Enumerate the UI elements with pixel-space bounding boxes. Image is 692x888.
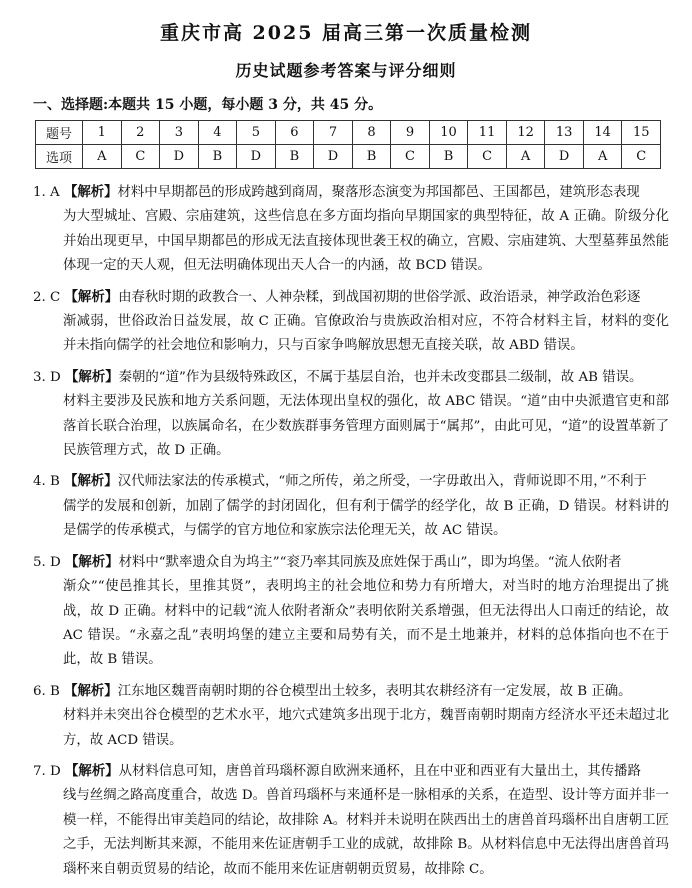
question-number: 10 <box>429 121 468 145</box>
explanation-item <box>33 469 669 543</box>
document-title: 重庆市高 2025 届高三第一次质量检测 <box>159 22 533 44</box>
row-label-answer: 选项 <box>36 145 83 169</box>
explanation-item <box>33 285 669 359</box>
row-label-number: 题号 <box>36 121 83 145</box>
question-number: 5 <box>237 121 276 145</box>
question-number: 11 <box>468 121 507 145</box>
answer-option: A <box>83 145 122 169</box>
explanation-first-line: 秦朝的“道”作为县级特殊政区，不属于基层自治，也并未改变郡县二级制，故 AB 错误。 <box>118 369 643 385</box>
explanation-list <box>33 180 669 888</box>
explanation-item <box>33 365 669 464</box>
explanation-text: 渐减弱，世俗政治日益发展，故 C 正确。官僚政治与贵族政治相对应，不符合材料主旨，材料的变化并未指向儒学的社会地位和影响力，只与百家争鸣解放思想无直接关联，故 ABD 错误。 <box>63 314 669 354</box>
analysis-tag: 【解析】 <box>65 553 119 570</box>
item-number: 7. D <box>33 763 61 779</box>
answer-table <box>35 120 661 169</box>
analysis-tag: 【解析】 <box>64 473 118 490</box>
answer-option: A <box>506 145 545 169</box>
answer-option: C <box>121 145 160 169</box>
analysis-tag: 【解析】 <box>64 288 119 305</box>
explanation-text: 材料主要涉及民族和地方关系问题，无法体现出皇权的强化，故 ABC 错误。“道”由中央派遣官吏和部落首长联合治理，以族属命名，在少数族群事务管理方面则属于“属邦”，由此可见，“道”的设置革新了民族管理方式，故 D 正确。 <box>63 394 669 459</box>
answer-option: A <box>583 145 622 169</box>
explanation-first-line: 材料中“默率遗众自为坞主”“衮乃率其同族及庶姓保于禹山”，即为坞堡。“流人依附者 <box>118 554 622 570</box>
explanation-first-line: 材料中早期都邑的形成跨越到商周，聚落形态演变为邦国都邑、王国都邑，建筑形态表现 <box>117 185 640 200</box>
question-number: 12 <box>506 121 545 145</box>
explanation-text: 儒学的发展和创新，加剧了儒学的封闭固化，但有利于儒学的经学化，故 B 正确，D 错误。材料讲的是儒学的传承模式，与儒学的官方地位和家族宗法伦理无关，故 AC 错误。 <box>63 498 669 539</box>
item-number: 5. D <box>33 554 61 570</box>
explanation-item <box>33 679 669 753</box>
answer-option: B <box>198 145 237 169</box>
explanation-text: 渐众”“使邑推其长，里推其贤”，表明坞主的社会地位和势力有所增大，对当时的地方治理提出了挑战，故 D 正确。材料中的记载“流人依附者渐众”表明依附关系增强，但无法得出人口南迁的结论，故 AC 错误。“永嘉之乱”表明坞堡的建立主要和局势有关，而不是土地兼并，材料的总体指向也不在于此，故 B 错误。 <box>63 579 669 668</box>
question-number: 2 <box>121 121 160 145</box>
analysis-tag: 【解析】 <box>63 184 118 200</box>
answer-option: C <box>622 145 661 169</box>
answer-option: D <box>545 145 584 169</box>
explanation-item <box>33 180 669 279</box>
analysis-tag: 【解析】 <box>65 762 119 779</box>
explanation-first-line: 从材料信息可知，唐兽首玛瑙杯源自欧洲来通杯，且在中亚和西亚有大量出土，其传播路 <box>118 763 641 779</box>
answer-option: B <box>429 145 468 169</box>
explanation-text: 为大型城址、宫殿、宗庙建筑，这些信息在多方面均指向早期国家的典型特征，故 A 正确。阶级分化并始出现更早，中国早期都邑的形成无法直接体现世袭王权的确立，宫殿、宗庙建筑、大型墓葬虽然能体现一定的天人观，但无法明确体现出天人合一的内涵，故 BCD 错误。 <box>63 209 669 274</box>
question-number: 3 <box>160 121 199 145</box>
question-number: 7 <box>314 121 353 145</box>
explanation-item <box>33 759 669 882</box>
explanation-first-line: 由春秋时期的政教合一、人神杂糅，到战国初期的世俗学派、政治语录，神学政治色彩逐 <box>118 289 641 305</box>
analysis-tag: 【解析】 <box>64 682 118 699</box>
explanation-first-line: 江东地区魏晋南朝时期的谷仓模型出土较多，表明其农耕经济有一定发展，故 B 正确。 <box>117 683 632 699</box>
explanation-text: 材料并未突出谷仓模型的艺术水平，地穴式建筑多出现于北方，魏晋南朝时期南方经济水平还未超过北方，故 ACD 错误。 <box>63 708 669 748</box>
question-number: 13 <box>545 121 584 145</box>
question-number: 8 <box>352 121 391 145</box>
answer-option: B <box>275 145 314 169</box>
document-subtitle: 历史试题参考答案与评分细则 <box>235 61 457 80</box>
item-number: 1. A <box>33 185 60 200</box>
question-number: 1 <box>83 121 122 145</box>
answer-option: D <box>314 145 353 169</box>
question-number: 6 <box>275 121 314 145</box>
item-number: 6. B <box>33 683 60 699</box>
question-number: 15 <box>622 121 661 145</box>
answer-row <box>36 145 661 169</box>
explanation-first-line: 汉代师法家法的传承模式，“师之所传，弟之所受，一字毋敢出入，背师说即不用，”不利于 <box>117 474 647 490</box>
section-heading: 一、选择题:本题共 15 小题，每小题 3 分，共 45 分。 <box>33 97 383 113</box>
item-number: 4. B <box>33 474 60 490</box>
question-number: 4 <box>198 121 237 145</box>
item-number: 2. C <box>33 289 61 305</box>
question-number: 9 <box>391 121 430 145</box>
answer-option: D <box>237 145 276 169</box>
answer-option: D <box>160 145 199 169</box>
question-number-row <box>36 121 661 145</box>
answer-option: B <box>352 145 391 169</box>
question-number: 14 <box>583 121 622 145</box>
analysis-tag: 【解析】 <box>65 368 119 385</box>
answer-option: C <box>391 145 430 169</box>
explanation-text: 线与丝绸之路高度重合，故选 D。兽首玛瑙杯与来通杯是一脉相承的关系，在造型、设计等方面并非一模一样，不能得出审美趋同的结论，故排除 A。材料并未说明在陕西出土的唐兽首玛瑙杯出自唐朝工匠之手，无法判断其来源，不能用来佐证唐朝手工业的成就，故排除 B。从材料信息中无法得出唐兽首玛瑙杯来自朝贡贸易的结论，故而不能用来佐证唐朝朝贡贸易，故排除 C。 <box>63 788 669 877</box>
answer-option: C <box>468 145 507 169</box>
explanation-item <box>33 550 669 673</box>
item-number: 3. D <box>33 369 61 385</box>
